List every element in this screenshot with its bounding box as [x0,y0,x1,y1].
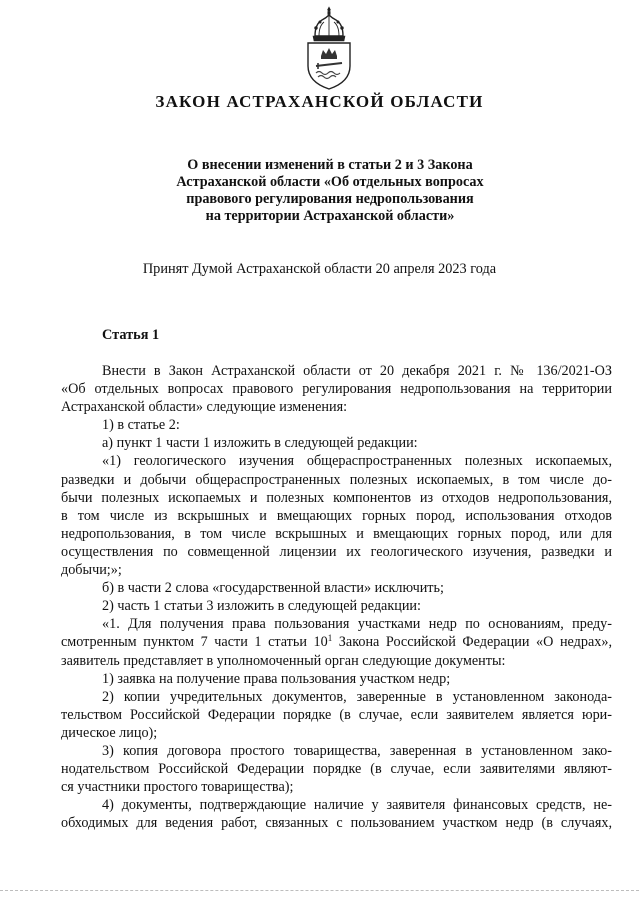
body-line: 1) заявка на получение права пользования участком недр; [102,670,451,687]
subtitle-line: Астраханской области «Об отдельных вопросах [176,174,484,190]
body-line: 1) в статье 2: [102,417,180,434]
adoption-statement: Принят Думой Астраханской области 20 апреля 2023 года [142,261,497,277]
body-line: 2) часть 1 статьи 3 изложить в следующей редакции: [102,598,421,615]
body-line: «1. Для получения права пользования участками недр по основаниям, преду- [102,616,612,633]
body-line [61,633,612,651]
body-line: осуществления по совмещенной лицензии их геологического изучения, разведки и [61,543,612,560]
law-subtitle [60,157,600,225]
body-line: б) в части 2 слова «государственной власти» исключить; [102,580,444,597]
subtitle-line: О внесении изменений в статьи 2 и 3 Закона [187,157,473,173]
body-line-part: Закона Российской Федерации «О недрах», [332,634,612,651]
astrakhan-coat-of-arms-icon [300,6,358,90]
article-body [61,362,612,832]
page-bottom-divider [0,890,639,891]
body-line: Внести в Закон Астраханской области от 20 декабря 2021 г. № 136/2021-ОЗ [102,363,612,379]
body-line: 4) документы, подтверждающие наличие у заявителя финансовых средств, не- [102,797,612,814]
subtitle-line: правового регулирования недропользования [186,191,474,207]
superscript-one: 1 [327,633,333,644]
body-line: бычи полезных ископаемых и полезных компонентов из отходов недропользования, [61,489,612,506]
body-line: в том числе из вскрышных и вмещающих горных пород, использования отходов [61,507,612,524]
subtitle-line: на территории Астраханской области» [205,208,455,224]
body-line: «1) геологического изучения общераспространенных полезных ископаемых, [102,453,612,470]
body-line: а) пункт 1 части 1 изложить в следующей редакции: [102,435,418,452]
body-line: дическое лицо); [61,724,158,741]
body-line: недропользования, в том числе вскрышных и вмещающих горных пород, или для [61,525,612,542]
body-line: заявитель представляет в уполномоченный орган следующие документы: [61,652,506,669]
law-title: ЗАКОН АСТРАХАНСКОЙ ОБЛАСТИ [155,92,484,111]
body-line: обходимых для ведения работ, связанных с пользованием участком недр (в случаях, [61,815,612,832]
body-line: тельством Российской Федерации порядке (в случае, если заявителем является юри- [61,706,612,723]
body-line: нодательством Российской Федерации порядке (в случае, если заявителями являют- [61,761,612,778]
body-line: 3) копия договора простого товарищества, заверенная в установленном зако- [102,742,612,759]
body-line: «Об отдельных вопросах правового регулирования недропользования на территории [61,381,612,398]
body-line: добычи;»; [61,562,122,579]
article-heading: Статья 1 [102,327,160,343]
body-line: 2) копии учредительных документов, заверенные в установленном законода- [102,688,612,705]
body-line: Астраханской области» следующие изменения: [61,399,348,416]
body-line: разведки и добычи общераспространенных полезных ископаемых, в том числе до- [61,471,612,488]
body-line: ся участники простого товарищества); [61,779,294,796]
body-line-part: смотренным пунктом 7 части 1 статьи 10 [61,634,328,651]
